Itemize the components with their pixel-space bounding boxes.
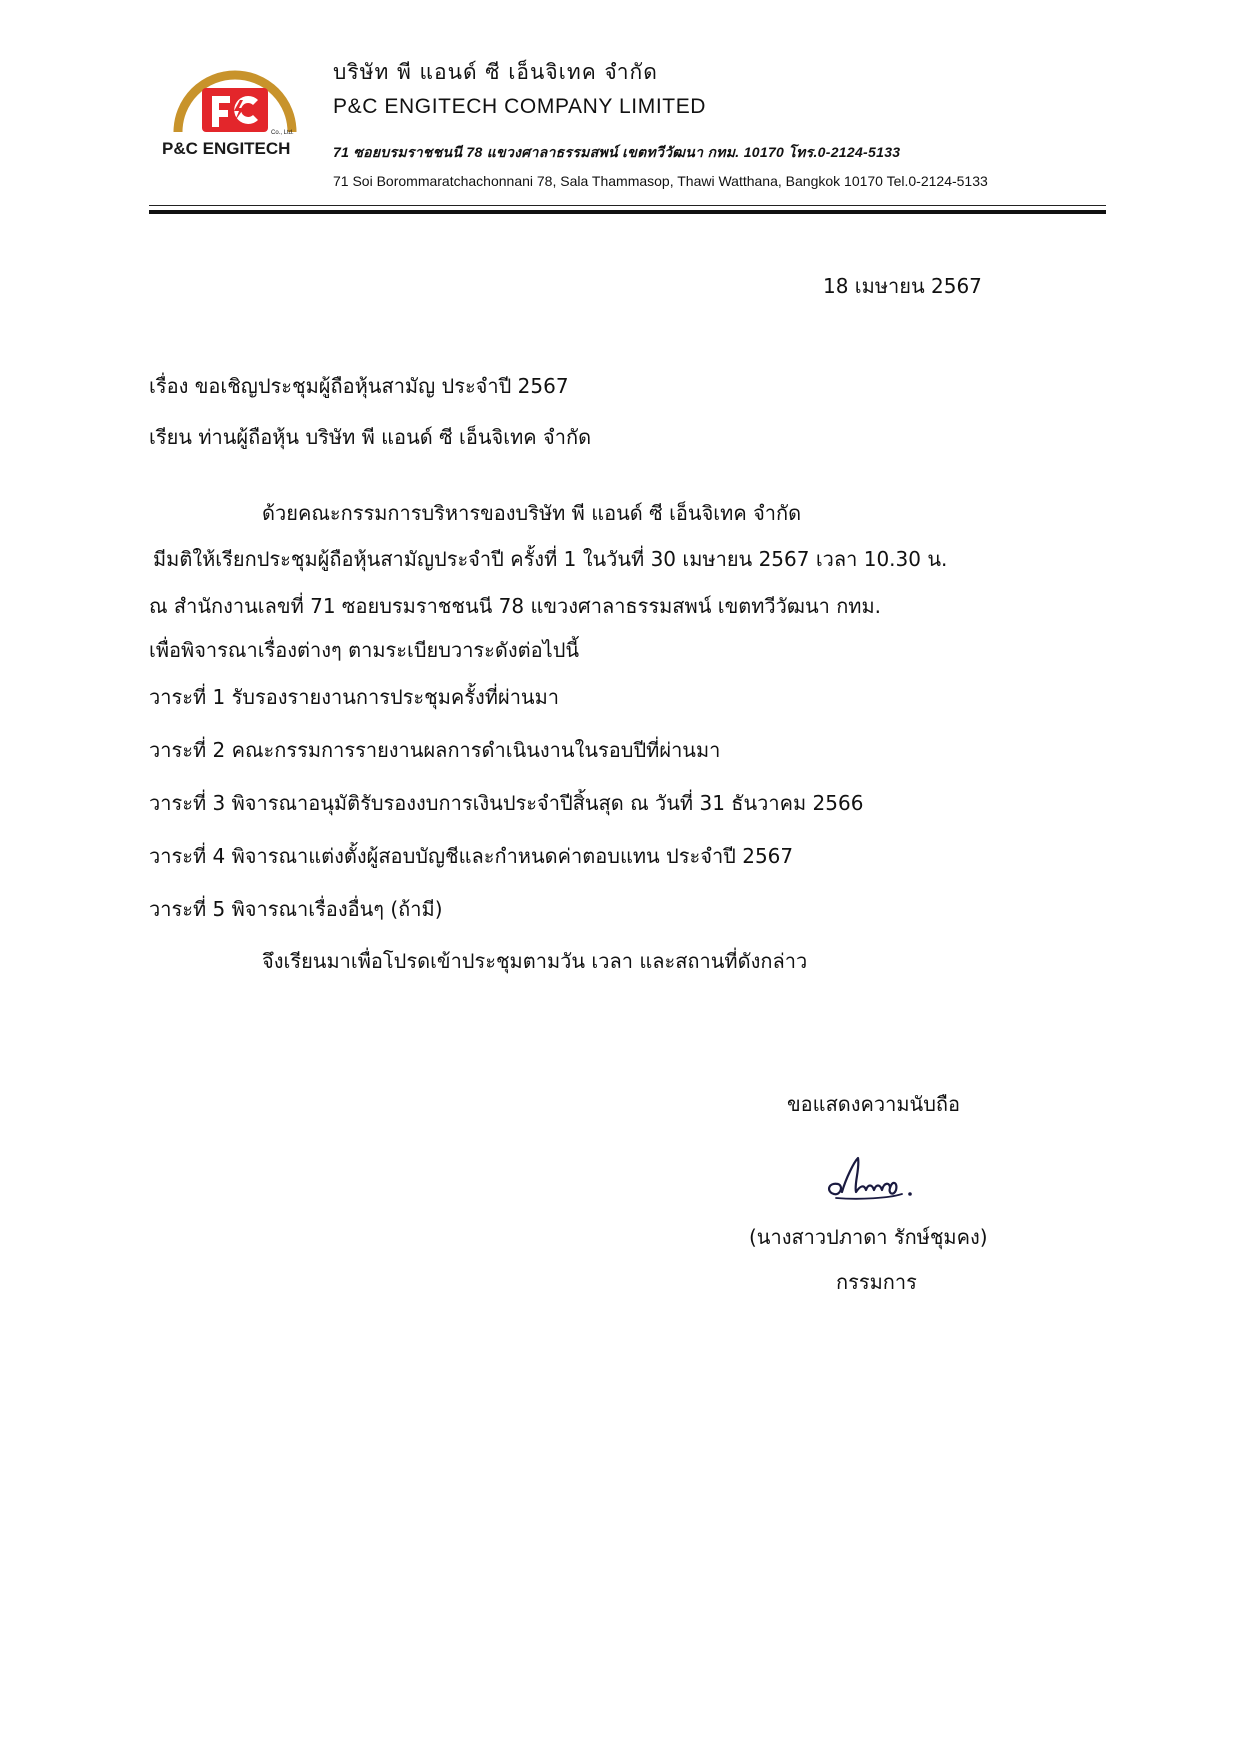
logo-text: P&C ENGITECH <box>162 139 291 158</box>
body-paragraph-line: มีมติให้เรียกประชุมผู้ถือหุ้นสามัญประจำปี ครั้งที่ 1 ในวันที่ 30 เมษายน 2567 เวลา 10.30 น. <box>153 547 948 571</box>
header-divider-thin <box>149 205 1106 206</box>
body-paragraph-line: ด้วยคณะกรรมการบริหารของบริษัท พี แอนด์ ซี เอ็นจิเทค จำกัด <box>262 501 802 525</box>
closing-paragraph: จึงเรียนมาเพื่อโปรดเข้าประชุมตามวัน เวลา และสถานที่ดังกล่าว <box>262 949 808 973</box>
body-paragraph-line: ณ สำนักงานเลขที่ 71 ซอยบรมราชชนนี 78 แขวงศาลาธรรมสพน์ เขตทวีวัฒนา กทม. <box>149 594 882 618</box>
letter-subject: เรื่อง ขอเชิญประชุมผู้ถือหุ้นสามัญ ประจำปี 2567 <box>149 374 569 398</box>
signer-name: (นางสาวปภาดา รักษ์ชุมคง) <box>749 1225 988 1249</box>
closing-salutation: ขอแสดงความนับถือ <box>787 1092 961 1116</box>
agenda-item: วาระที่ 3 พิจารณาอนุมัติรับรองงบการเงินประจำปีสิ้นสุด ณ วันที่ 31 ธันวาคม 2566 <box>149 791 864 815</box>
company-logo <box>160 62 310 162</box>
company-name-english: P&C ENGITECH COMPANY LIMITED <box>333 95 707 118</box>
agenda-item: วาระที่ 4 พิจารณาแต่งตั้งผู้สอบบัญชีและกำหนดค่าตอบแทน ประจำปี 2567 <box>149 844 794 868</box>
agenda-item: วาระที่ 2 คณะกรรมการรายงานผลการดำเนินงานในรอบปีที่ผ่านมา <box>149 738 721 762</box>
address-thai: 71 ซอยบรมราชชนนี 78 แขวงศาลาธรรมสพน์ เขตทวีวัฒนา กทม. 10170 โทร.0-2124-5133 <box>333 144 901 160</box>
logo-small-text: Co., Ltd. <box>271 130 294 136</box>
agenda-item: วาระที่ 5 พิจารณาเรื่องอื่นๆ (ถ้ามี) <box>149 897 443 921</box>
company-name-thai: บริษัท พี แอนด์ ซี เอ็นจิเทค จำกัด <box>333 60 658 84</box>
letter-date: 18 เมษายน 2567 <box>823 274 982 298</box>
address-english: 71 Soi Borommaratchachonnani 78, Sala Thammasop, Thawi Watthana, Bangkok 10170 Tel.0-2124-5133 <box>333 173 988 189</box>
header-divider-thick <box>149 210 1106 214</box>
letter-recipient: เรียน ท่านผู้ถือหุ้น บริษัท พี แอนด์ ซี เอ็นจิเทค จำกัด <box>149 425 592 449</box>
signature-image <box>820 1148 930 1208</box>
body-paragraph-line: เพื่อพิจารณาเรื่องต่างๆ ตามระเบียบวาระดังต่อไปนี้ <box>149 638 580 662</box>
signer-role: กรรมการ <box>836 1270 917 1294</box>
agenda-item: วาระที่ 1 รับรองรายงานการประชุมครั้งที่ผ่านมา <box>149 685 560 709</box>
